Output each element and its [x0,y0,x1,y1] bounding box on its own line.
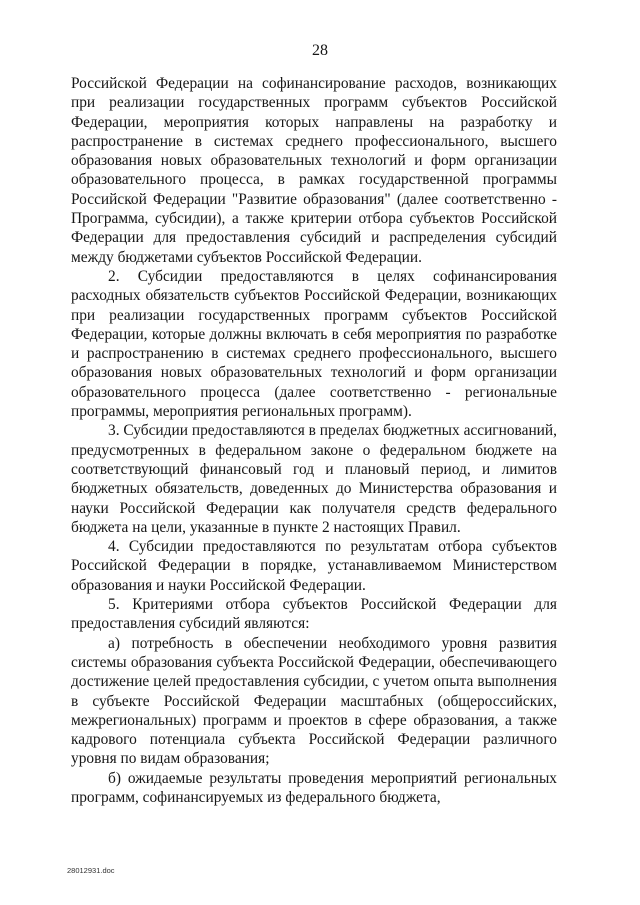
paragraph-5b: б) ожидаемые результаты проведения мероприятий региональных программ, софинансируемых из федерального бюджета, [71,769,557,806]
page-number: 28 [312,42,328,59]
paragraph-4: 4. Субсидии предоставляются по результатам отбора субъектов Российской Федерации в порядке, устанавливаемом Министерством образования и науки Российской Федерации. [71,538,557,594]
paragraph-3: 3. Субсидии предоставляются в пределах бюджетных ассигнований, предусмотренных в федеральном законе о федеральном бюджете на соответствующий финансовый год и плановый период, и лимитов бюджетных обязательств, доведенных до Министерства образования и науки Российской Федерации как получателя средств федерального бюджета на цели, указанные в пункте 2 настоящих Правил. [71,422,557,536]
paragraph-2: 2. Субсидии предоставляются в целях софинансирования расходных обязательств субъектов Российской Федерации, возникающих при реализации государственных программ субъектов Российской Федерации, которые должны включать в себя мероприятия по разработке и распространению в системах среднего профессионального, высшего образования новых образовательных технологий и форм организации образовательного процесса (далее соответственно - региональные программы, мероприятия региональных программ). [71,267,557,421]
paragraph-5: 5. Критериями отбора субъектов Российской Федерации для предоставления субсидий являются: [71,596,557,633]
document-body [71,74,557,807]
footer-file-code: 28012931.doc [67,866,115,875]
paragraph-continuation: Российской Федерации на софинансирование расходов, возникающих при реализации государственных программ субъектов Российской Федерации, мероприятия которых направлены на разработку и распространение в системах среднего профессионального, высшего образования новых образовательных технологий и форм организации образовательного процесса, в рамках государственной программы Российской Федерации "Развитие образования" (далее соответственно - Программа, субсидии), а также критерии отбора субъектов Российской Федерации для предоставления субсидий и распределения субсидий между бюджетами субъектов Российской Федерации. [71,75,557,266]
paragraph-5a: а) потребность в обеспечении необходимого уровня развития системы образования субъекта Российской Федерации, обеспечивающего достижение целей предоставления субсидии, с учетом опыта выполнения в субъекте Российской Федерации масштабных (общероссийских, межрегиональных) программ и проектов в сфере образования, а также кадрового потенциала субъекта Российской Федерации различного уровня по видам образования; [71,634,557,768]
